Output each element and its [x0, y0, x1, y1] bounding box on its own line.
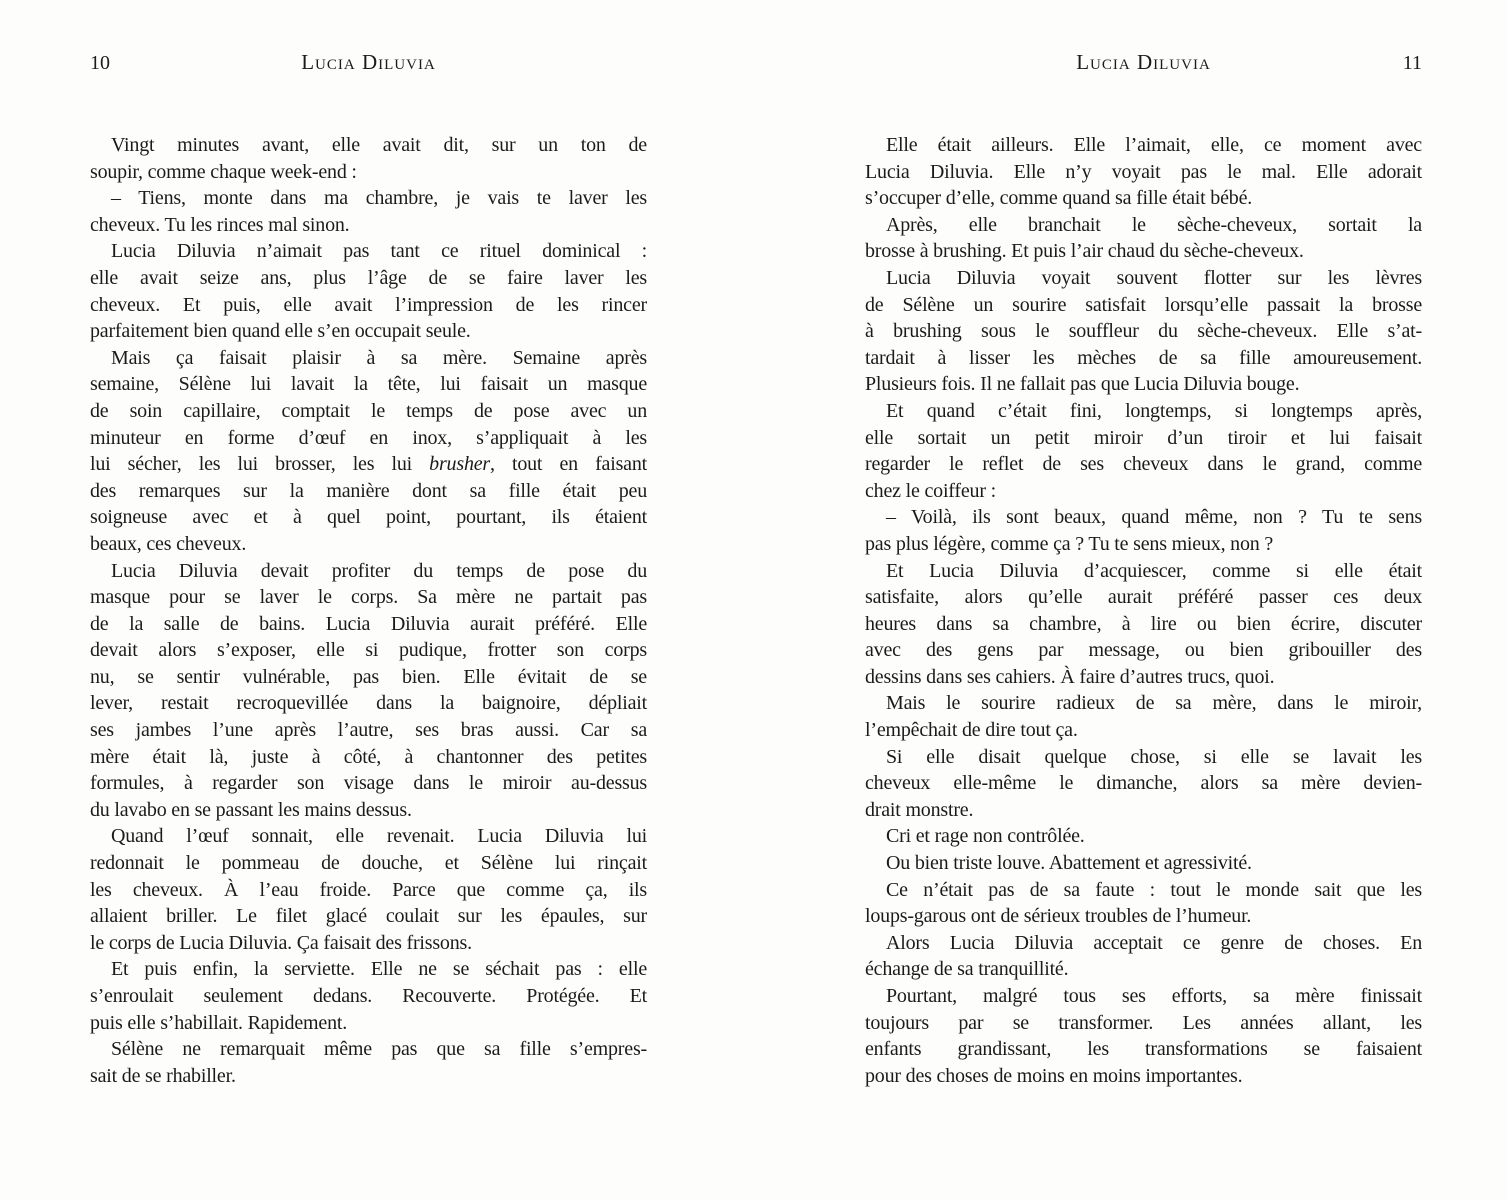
text-line: devait alors s’exposer, elle si pudique, frotter son corps [90, 639, 647, 662]
text-line: échange de sa tranquillité. [865, 958, 1069, 981]
text-line: masque pour se laver le corps. Sa mère ne partait pas [90, 586, 647, 609]
paragraph [90, 956, 647, 1036]
paragraph [90, 238, 647, 344]
paragraph [865, 265, 1422, 398]
text-line: sait de se rhabiller. [90, 1064, 236, 1087]
text-line: cheveux. Et puis, elle avait l’impression de les rincer [90, 293, 647, 316]
text-line: s’occuper d’elle, comme quand sa fille était bébé. [865, 187, 1253, 210]
text-line: lui sécher, les lui brosser, les lui brusher, tout en faisant [90, 453, 647, 476]
text-line: Vingt minutes avant, elle avait dit, sur un ton de [111, 134, 647, 156]
page-number-right: 11 [1402, 52, 1422, 74]
text-line: formules, à regarder son visage dans le miroir au-dessus [90, 772, 647, 795]
text-line: drait monstre. [865, 798, 974, 821]
text-line: soigneuse avec et à quel point, pourtant, ils étaient [90, 506, 647, 529]
text-line: dessins dans ses cahiers. À faire d’autres trucs, quoi. [865, 665, 1275, 688]
paragraph [90, 823, 647, 956]
text-line: toujours par se transformer. Les années allant, les [865, 1011, 1422, 1034]
paragraph [865, 823, 1422, 850]
text-line: elle avait seize ans, plus l’âge de se faire laver les [90, 266, 647, 289]
text-line: de Sélène un sourire satisfait lorsqu’elle passait la brosse [865, 293, 1422, 316]
text-line: nu, se sentir vulnérable, pas bien. Elle évitait de se [90, 665, 647, 688]
page-number-left: 10 [90, 52, 110, 74]
text-line: regarder le reflet de ses cheveux dans le grand, comme [865, 453, 1422, 476]
text-line: des remarques sur la manière dont sa fille était peu [90, 479, 647, 502]
text-line: parfaitement bien quand elle s’en occupait seule. [90, 320, 471, 343]
text-line: de soin capillaire, comptait le temps de pose avec un [90, 399, 647, 422]
text-line: tardait à lisser les mèches de sa fille amoureusement. [865, 346, 1422, 369]
paragraph [865, 930, 1422, 983]
text-line: lever, restait recroquevillée dans la baignoire, dépliait [90, 692, 647, 715]
page-body [865, 132, 1422, 1089]
text-line: semaine, Sélène lui lavait la tête, lui faisait un masque [90, 373, 647, 396]
text-line: à brushing sous le souffleur du sèche-cheveux. Elle s’at- [865, 320, 1422, 343]
page-left [90, 0, 647, 1200]
text-line: Ou bien triste louve. Abattement et agressivité. [886, 852, 1252, 875]
text-line: Lucia Diluvia voyait souvent flotter sur les lèvres [886, 266, 1422, 289]
text-line: les cheveux. À l’eau froide. Parce que comme ça, ils [90, 878, 647, 901]
paragraph [90, 558, 647, 824]
text-line: Pourtant, malgré tous ses efforts, sa mère finissait [886, 985, 1422, 1007]
text-line: Lucia Diluvia. Elle n’y voyait pas le mal. Elle adorait [865, 160, 1422, 183]
paragraph [865, 504, 1422, 557]
page-right [865, 0, 1422, 1200]
page-body [90, 132, 647, 1089]
text-line: Sélène ne remarquait même pas que sa fille s’empres- [111, 1038, 647, 1061]
text-line: Mais le sourire radieux de sa mère, dans le miroir, [886, 692, 1422, 715]
text-line: Plusieurs fois. Il ne fallait pas que Lucia Diluvia bouge. [865, 373, 1300, 396]
text-line: Et quand c’était fini, longtemps, si longtemps après, [886, 399, 1422, 422]
paragraph [865, 744, 1422, 824]
text-line: cheveux. Tu les rinces mal sinon. [90, 213, 350, 236]
text-line: Et Lucia Diluvia d’acquiescer, comme si elle était [886, 559, 1422, 582]
text-line: du lavabo en se passant les mains dessus. [90, 798, 412, 821]
text-line: minuteur en forme d’œuf en inox, s’appliquait à les [90, 426, 647, 449]
paragraph [90, 132, 647, 185]
text-line: redonnait le pommeau de douche, et Sélène lui rinçait [90, 852, 647, 875]
paragraph [865, 877, 1422, 930]
text-line: – Tiens, monte dans ma chambre, je vais te laver les [111, 187, 647, 210]
paragraph [865, 212, 1422, 265]
text-line: pour des choses de moins en moins importantes. [865, 1064, 1243, 1087]
text-line: ses jambes l’une après l’autre, ses bras aussi. Car sa [90, 719, 647, 742]
text-line: Cri et rage non contrôlée. [886, 825, 1085, 848]
text-line: avec des gens par message, ou bien gribouiller des [865, 639, 1422, 662]
text-line: beaux, ces cheveux. [90, 532, 247, 555]
paragraph [90, 185, 647, 238]
text-line: – Voilà, ils sont beaux, quand même, non ? Tu te sens [886, 506, 1422, 529]
running-header-right: Lucia Diluvia [1076, 50, 1211, 74]
text-line: Alors Lucia Diluvia acceptait ce genre de choses. En [886, 931, 1422, 954]
text-line: de la salle de bains. Lucia Diluvia aurait préféré. Elle [90, 612, 647, 635]
paragraph [865, 850, 1422, 877]
paragraph [90, 1036, 647, 1089]
text-line: Lucia Diluvia n’aimait pas tant ce rituel dominical : [111, 240, 647, 263]
text-line: chez le coiffeur : [865, 479, 996, 502]
text-line: l’empêchait de dire tout ça. [865, 719, 1078, 742]
paragraph [865, 132, 1422, 212]
paragraph [865, 398, 1422, 504]
paragraph [865, 558, 1422, 691]
text-line: satisfaite, alors qu’elle aurait préféré passer ces deux [865, 586, 1422, 609]
paragraph [865, 983, 1422, 1089]
text-line: heures dans sa chambre, à lire ou bien écrire, discuter [865, 612, 1422, 635]
text-line: allaient briller. Le filet glacé coulait sur les épaules, sur [90, 905, 647, 928]
paragraph [865, 690, 1422, 743]
text-line: cheveux elle-même le dimanche, alors sa mère devien- [865, 772, 1422, 795]
text-line: Elle était ailleurs. Elle l’aimait, elle, ce moment avec [886, 134, 1422, 156]
text-line: elle sortait un petit miroir d’un tiroir et lui faisait [865, 426, 1422, 449]
text-line: loups-garous ont de sérieux troubles de l’humeur. [865, 905, 1252, 928]
text-line: s’enroulait seulement dedans. Recouverte. Protégée. Et [90, 985, 647, 1007]
text-line: Lucia Diluvia devait profiter du temps de pose du [111, 559, 647, 582]
text-line: enfants grandissant, les transformations se faisaient [865, 1038, 1422, 1061]
text-line: Ce n’était pas de sa faute : tout le monde sait que les [886, 878, 1422, 901]
text-line: Et puis enfin, la serviette. Elle ne se séchait pas : elle [111, 958, 647, 981]
text-line: mère était là, juste à côté, à chantonner des petites [90, 745, 647, 768]
text-line: puis elle s’habillait. Rapidement. [90, 1011, 348, 1034]
running-header-left: Lucia Diluvia [301, 50, 436, 74]
text-line: Après, elle branchait le sèche-cheveux, sortait la [886, 213, 1422, 236]
text-line: pas plus légère, comme ça ? Tu te sens mieux, non ? [865, 532, 1274, 555]
paragraph [90, 345, 647, 558]
text-line: Mais ça faisait plaisir à sa mère. Semaine après [111, 346, 647, 369]
text-line: soupir, comme chaque week-end : [90, 160, 357, 183]
text-line: Quand l’œuf sonnait, elle revenait. Lucia Diluvia lui [111, 825, 647, 848]
text-line: brosse à brushing. Et puis l’air chaud du sèche-cheveux. [865, 240, 1304, 263]
text-line: le corps de Lucia Diluvia. Ça faisait des frissons. [90, 931, 472, 954]
text-line: Si elle disait quelque chose, si elle se lavait les [886, 745, 1422, 768]
